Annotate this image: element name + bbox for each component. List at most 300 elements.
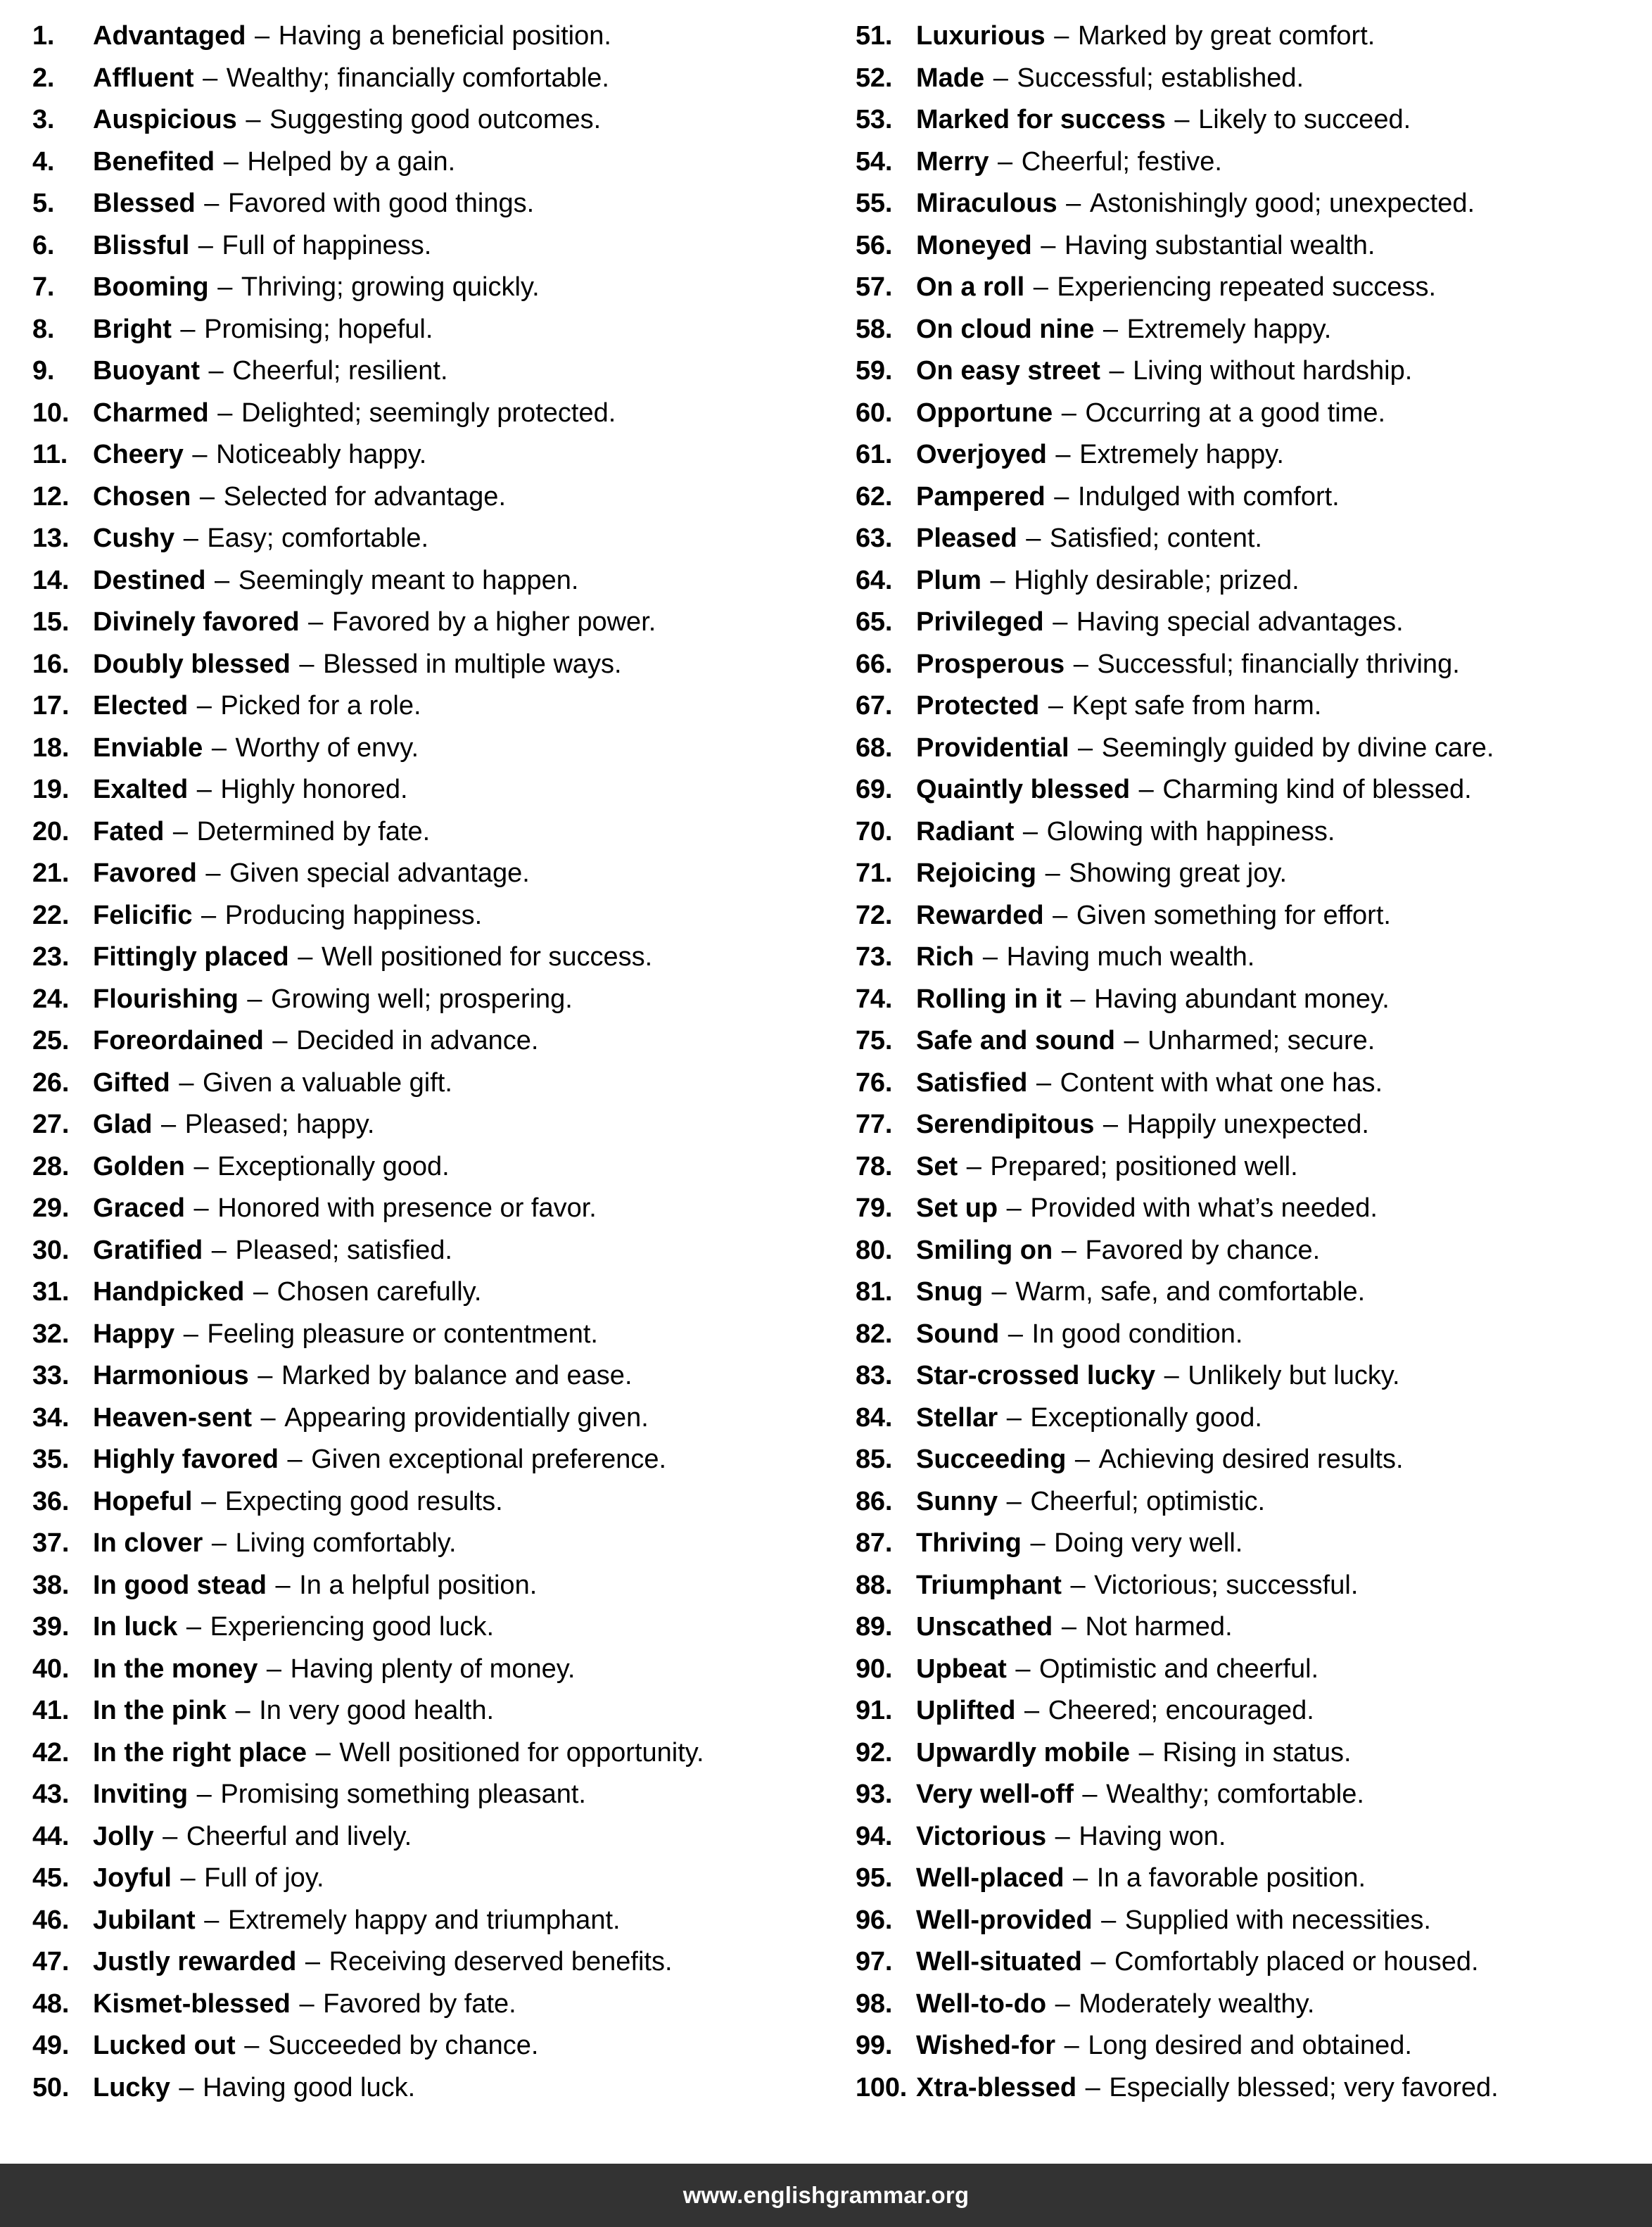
list-item-number: 86. bbox=[856, 1486, 893, 1516]
list-item-definition: Pleased; happy. bbox=[184, 1110, 375, 1139]
list-item bbox=[856, 1230, 1652, 1272]
list-item-number: 58. bbox=[856, 314, 893, 344]
list-item bbox=[856, 1146, 1652, 1188]
list-item-number: 71. bbox=[856, 858, 893, 888]
list-item bbox=[32, 1397, 826, 1440]
list-item-term: Made bbox=[916, 63, 985, 93]
list-item-dash: – bbox=[265, 1026, 296, 1055]
list-item-dash: – bbox=[1045, 607, 1075, 637]
list-item bbox=[856, 309, 1652, 351]
list-item-dash: – bbox=[1048, 440, 1079, 469]
list-item-term: Felicific bbox=[93, 900, 193, 930]
list-item-body bbox=[916, 1690, 1652, 1732]
list-item-definition: Seemingly meant to happen. bbox=[238, 565, 579, 595]
list-item-dash: – bbox=[193, 900, 224, 930]
list-item bbox=[32, 853, 826, 895]
list-item-number: 10. bbox=[32, 398, 70, 428]
list-item-number: 30. bbox=[32, 1235, 70, 1265]
list-item-term: Doubly blessed bbox=[93, 649, 291, 679]
list-item-definition: Achieving desired results. bbox=[1098, 1445, 1404, 1474]
list-item bbox=[32, 728, 826, 770]
list-item-body bbox=[916, 1941, 1652, 1984]
list-item-number: 53. bbox=[856, 105, 893, 134]
list-item-body bbox=[93, 1941, 826, 1984]
list-item-number: 66. bbox=[856, 649, 893, 679]
list-item bbox=[856, 979, 1652, 1021]
list-item-term: Auspicious bbox=[93, 105, 237, 134]
list-item-definition: Well positioned for opportunity. bbox=[339, 1737, 704, 1768]
list-item-definition: Having substantial wealth. bbox=[1064, 230, 1375, 260]
list-item-number: 14. bbox=[32, 565, 70, 595]
list-item-number: 26. bbox=[32, 1067, 70, 1098]
list-item-number: 90. bbox=[856, 1654, 893, 1684]
list-item-body bbox=[916, 1649, 1652, 1691]
list-item-definition: Extremely happy and triumphant. bbox=[227, 1905, 621, 1935]
list-item-dash: – bbox=[1093, 1905, 1124, 1935]
list-item-term: Heaven-sent bbox=[93, 1402, 252, 1433]
list-item-number: 96. bbox=[856, 1905, 893, 1935]
list-item-number: 91. bbox=[856, 1696, 893, 1725]
list-item-definition: Marked by balance and ease. bbox=[281, 1361, 633, 1390]
list-item bbox=[856, 728, 1652, 770]
list-item bbox=[32, 267, 826, 309]
list-item-dash: – bbox=[207, 565, 237, 595]
list-item bbox=[856, 1188, 1652, 1230]
list-item bbox=[856, 1774, 1652, 1816]
list-item-dash: – bbox=[1167, 105, 1197, 134]
list-item-number: 79. bbox=[856, 1193, 893, 1223]
list-item bbox=[32, 1188, 826, 1230]
list-item-body bbox=[93, 2025, 826, 2067]
list-item-number: 80. bbox=[856, 1235, 893, 1265]
list-item-definition: Satisfied; content. bbox=[1049, 524, 1262, 553]
list-item-body bbox=[916, 518, 1652, 560]
list-item-dash: – bbox=[1008, 1654, 1038, 1684]
list-item-dash: – bbox=[1038, 858, 1068, 888]
list-item bbox=[32, 1732, 826, 1775]
list-item-body bbox=[93, 728, 826, 770]
list-item-number: 35. bbox=[32, 1445, 70, 1474]
list-item-definition: Exceptionally good. bbox=[1030, 1402, 1262, 1433]
list-item-body bbox=[93, 895, 826, 937]
list-item-body bbox=[93, 58, 826, 100]
list-item bbox=[32, 58, 826, 100]
list-item-number: 25. bbox=[32, 1026, 70, 1055]
list-item-dash: – bbox=[246, 1277, 276, 1307]
list-item-term: In luck bbox=[93, 1612, 178, 1642]
list-item-definition: Extremely happy. bbox=[1126, 314, 1332, 344]
list-item-definition: Favored with good things. bbox=[228, 189, 535, 218]
list-item-body bbox=[916, 560, 1652, 602]
list-item bbox=[856, 350, 1652, 393]
list-item-body bbox=[916, 1523, 1652, 1565]
list-item-definition: Living comfortably. bbox=[235, 1528, 457, 1558]
list-item-number: 88. bbox=[856, 1570, 893, 1600]
list-item-body bbox=[916, 393, 1652, 435]
list-item-body bbox=[93, 1020, 826, 1062]
list-item bbox=[32, 225, 826, 267]
list-item bbox=[856, 1397, 1652, 1440]
list-item-dash: – bbox=[1070, 732, 1100, 763]
list-item bbox=[856, 1858, 1652, 1900]
list-item-number: 64. bbox=[856, 565, 893, 595]
list-item-number: 43. bbox=[32, 1779, 70, 1809]
list-item-body bbox=[93, 141, 826, 184]
list-item-body bbox=[93, 1900, 826, 1942]
list-item-term: On easy street bbox=[916, 356, 1100, 386]
list-item-number: 69. bbox=[856, 775, 893, 804]
list-item bbox=[856, 1439, 1652, 1481]
list-item-definition: Favored by chance. bbox=[1085, 1235, 1321, 1265]
list-item-dash: – bbox=[191, 230, 221, 260]
list-item-body bbox=[93, 602, 826, 644]
list-item-dash: – bbox=[172, 1863, 203, 1893]
list-item-body bbox=[93, 1606, 826, 1649]
list-item bbox=[856, 476, 1652, 519]
list-item-term: Kismet-blessed bbox=[93, 1988, 291, 2019]
list-item bbox=[32, 1314, 826, 1356]
list-item-body bbox=[93, 1355, 826, 1397]
list-item-definition: Having much wealth. bbox=[1006, 942, 1255, 972]
list-item-definition: Having special advantages. bbox=[1076, 607, 1404, 637]
list-item-term: Rolling in it bbox=[916, 984, 1062, 1014]
list-item-dash: – bbox=[1045, 900, 1075, 930]
list-item bbox=[32, 1941, 826, 1984]
list-item bbox=[856, 1941, 1652, 1984]
list-item-body bbox=[916, 1732, 1652, 1775]
list-item-term: Lucky bbox=[93, 2072, 170, 2102]
list-item-number: 54. bbox=[856, 146, 893, 177]
list-item-dash: – bbox=[1157, 1361, 1187, 1390]
list-item-body bbox=[916, 1271, 1652, 1314]
list-item-definition: Determined by fate. bbox=[196, 816, 431, 846]
list-item-definition: Growing well; prospering. bbox=[271, 984, 573, 1014]
list-item-dash: – bbox=[1078, 2072, 1108, 2102]
list-item-definition: Astonishingly good; unexpected. bbox=[1089, 189, 1475, 218]
list-item-body bbox=[916, 1188, 1652, 1230]
list-item-body bbox=[93, 937, 826, 979]
list-item-number: 47. bbox=[32, 1947, 70, 1977]
list-item-term: Destined bbox=[93, 565, 206, 595]
list-item-dash: – bbox=[308, 1737, 338, 1768]
list-item-term: Unscathed bbox=[916, 1612, 1053, 1642]
list-item bbox=[32, 15, 826, 58]
list-item-number: 19. bbox=[32, 775, 70, 804]
list-item-definition: Well positioned for success. bbox=[321, 942, 653, 972]
list-item-term: Lucked out bbox=[93, 2031, 236, 2060]
list-item-number: 62. bbox=[856, 481, 893, 512]
list-item-dash: – bbox=[1054, 398, 1084, 428]
list-item bbox=[856, 1606, 1652, 1649]
list-item-term: Divinely favored bbox=[93, 607, 300, 637]
list-item-number: 12. bbox=[32, 481, 70, 512]
list-item-body bbox=[916, 1816, 1652, 1858]
list-item-term: Safe and sound bbox=[916, 1026, 1115, 1055]
list-item-dash: – bbox=[1066, 649, 1096, 679]
list-item-number: 33. bbox=[32, 1361, 70, 1390]
list-item-body bbox=[916, 99, 1652, 141]
list-item-dash: – bbox=[300, 607, 331, 637]
list-item-dash: – bbox=[228, 1696, 258, 1725]
list-item-definition: Not harmed. bbox=[1085, 1612, 1233, 1642]
list-item-number: 1. bbox=[32, 21, 55, 51]
list-item-term: Merry bbox=[916, 146, 989, 177]
list-item bbox=[856, 1732, 1652, 1775]
list-item bbox=[856, 560, 1652, 602]
list-item-term: Blessed bbox=[93, 189, 196, 218]
list-item bbox=[856, 434, 1652, 476]
list-item-term: Sound bbox=[916, 1319, 1000, 1349]
list-item-body bbox=[916, 309, 1652, 351]
list-item-definition: Seemingly guided by divine care. bbox=[1101, 732, 1494, 763]
list-item-term: Luxurious bbox=[916, 21, 1046, 51]
list-item-body bbox=[93, 393, 826, 435]
list-item bbox=[856, 1314, 1652, 1356]
left-column bbox=[0, 0, 826, 2109]
list-item-term: Elected bbox=[93, 691, 189, 721]
list-item-term: Justly rewarded bbox=[93, 1947, 297, 1977]
list-item-body bbox=[93, 518, 826, 560]
list-item-body bbox=[93, 267, 826, 309]
list-item-definition: Full of happiness. bbox=[222, 230, 432, 260]
list-item-number: 29. bbox=[32, 1193, 70, 1223]
list-item-term: Star-crossed lucky bbox=[916, 1361, 1156, 1390]
list-item-definition: Content with what one has. bbox=[1060, 1067, 1383, 1098]
list-item-term: Affluent bbox=[93, 63, 194, 93]
list-item-definition: Living without hardship. bbox=[1133, 356, 1413, 386]
list-item-definition: Wealthy; financially comfortable. bbox=[226, 63, 609, 93]
list-item-definition: Feeling pleasure or contentment. bbox=[207, 1319, 598, 1349]
list-item-number: 72. bbox=[856, 900, 893, 930]
list-item-term: Enviable bbox=[93, 732, 203, 763]
list-item-number: 95. bbox=[856, 1863, 893, 1893]
list-item bbox=[32, 434, 826, 476]
list-item-body bbox=[93, 1439, 826, 1481]
list-item-dash: – bbox=[189, 691, 220, 721]
list-item bbox=[32, 560, 826, 602]
list-item-body bbox=[93, 1188, 826, 1230]
list-item bbox=[856, 1984, 1652, 2026]
list-item-number: 67. bbox=[856, 691, 893, 721]
list-item-number: 21. bbox=[32, 858, 70, 888]
list-item-dash: – bbox=[155, 1821, 185, 1851]
list-item-definition: Delighted; seemingly protected. bbox=[241, 398, 616, 428]
list-item-term: Well-provided bbox=[916, 1905, 1093, 1935]
list-item-body bbox=[916, 15, 1652, 58]
list-item-number: 38. bbox=[32, 1570, 70, 1600]
list-item-dash: – bbox=[153, 1110, 184, 1139]
list-item-number: 63. bbox=[856, 524, 893, 553]
list-item-dash: – bbox=[959, 1151, 989, 1181]
list-item-term: Favored bbox=[93, 858, 197, 888]
list-item-body bbox=[916, 1606, 1652, 1649]
list-item-number: 2. bbox=[32, 63, 55, 93]
list-item-definition: Given a valuable gift. bbox=[203, 1067, 452, 1098]
list-item bbox=[32, 602, 826, 644]
list-item-body bbox=[93, 1104, 826, 1146]
list-item-dash: – bbox=[1017, 1696, 1047, 1725]
list-item-term: Opportune bbox=[916, 398, 1053, 428]
list-item-dash: – bbox=[195, 63, 225, 93]
list-item-number: 65. bbox=[856, 607, 893, 637]
list-item-definition: Experiencing good luck. bbox=[210, 1612, 495, 1642]
list-item-number: 18. bbox=[32, 732, 70, 763]
list-item-term: Satisfied bbox=[916, 1067, 1028, 1098]
list-item-number: 97. bbox=[856, 1947, 893, 1977]
list-item-dash: – bbox=[279, 1445, 310, 1474]
list-item-definition: Easy; comfortable. bbox=[207, 524, 429, 553]
list-item bbox=[856, 1062, 1652, 1105]
list-item-body bbox=[93, 853, 826, 895]
list-item-definition: Supplied with necessities. bbox=[1124, 1905, 1431, 1935]
list-item bbox=[32, 1146, 826, 1188]
list-item-definition: Showing great joy. bbox=[1069, 858, 1288, 888]
list-item bbox=[32, 2067, 826, 2109]
list-item-number: 52. bbox=[856, 63, 893, 93]
list-item-definition: Pleased; satisfied. bbox=[235, 1235, 452, 1265]
website-url: www.englishgrammar.org bbox=[682, 2182, 970, 2208]
list-item-body bbox=[916, 979, 1652, 1021]
list-item-dash: – bbox=[1015, 816, 1046, 846]
list-item-term: Inviting bbox=[93, 1779, 189, 1809]
list-item-body bbox=[916, 1900, 1652, 1942]
list-item-number: 75. bbox=[856, 1026, 893, 1055]
list-item bbox=[32, 1230, 826, 1272]
list-item-term: Prosperous bbox=[916, 649, 1065, 679]
list-item-dash: – bbox=[1026, 272, 1056, 302]
list-item-definition: Charming kind of blessed. bbox=[1162, 775, 1472, 804]
list-item-body bbox=[916, 58, 1652, 100]
list-item-body bbox=[93, 183, 826, 225]
list-item-definition: Cheerful; optimistic. bbox=[1030, 1486, 1266, 1516]
list-item-definition: Happily unexpected. bbox=[1126, 1110, 1369, 1139]
list-item-term: In the pink bbox=[93, 1696, 227, 1725]
list-item-definition: Especially blessed; very favored. bbox=[1109, 2072, 1499, 2102]
list-item bbox=[856, 15, 1652, 58]
list-item-definition: Moderately wealthy. bbox=[1079, 1988, 1315, 2019]
list-item-term: Xtra-blessed bbox=[916, 2072, 1077, 2102]
list-item-term: Moneyed bbox=[916, 230, 1032, 260]
list-item-dash: – bbox=[204, 732, 234, 763]
list-item-body bbox=[93, 350, 826, 393]
list-item-body bbox=[916, 895, 1652, 937]
list-item bbox=[32, 1062, 826, 1105]
list-item-term: Succeeding bbox=[916, 1445, 1067, 1474]
list-item-term: Jubilant bbox=[93, 1905, 196, 1935]
list-item-dash: – bbox=[1048, 1988, 1078, 2019]
list-item-definition: Kept safe from harm. bbox=[1072, 691, 1322, 721]
list-item-number: 56. bbox=[856, 230, 893, 260]
list-item-dash: – bbox=[184, 440, 215, 469]
list-item-body bbox=[93, 560, 826, 602]
list-item bbox=[32, 99, 826, 141]
list-item-dash: – bbox=[189, 1779, 220, 1809]
list-item-definition: Highly desirable; prized. bbox=[1014, 565, 1300, 595]
list-item-definition: Noticeably happy. bbox=[216, 440, 427, 469]
list-item-definition: Unharmed; secure. bbox=[1148, 1026, 1375, 1055]
list-item bbox=[32, 518, 826, 560]
list-item bbox=[856, 225, 1652, 267]
list-item-number: 55. bbox=[856, 189, 893, 218]
list-item-term: On cloud nine bbox=[916, 314, 1095, 344]
list-item-dash: – bbox=[250, 1361, 280, 1390]
list-item-definition: Producing happiness. bbox=[224, 900, 483, 930]
list-item-dash: – bbox=[201, 356, 231, 386]
list-item bbox=[856, 602, 1652, 644]
list-item-dash: – bbox=[186, 1193, 217, 1223]
list-item-dash: – bbox=[165, 816, 196, 846]
word-list-right bbox=[856, 15, 1652, 2109]
list-item-term: Well-to-do bbox=[916, 1988, 1047, 2019]
list-item-body bbox=[93, 1690, 826, 1732]
list-item-definition: Given exceptional preference. bbox=[311, 1445, 667, 1474]
list-item-number: 24. bbox=[32, 984, 70, 1014]
list-item-definition: Extremely happy. bbox=[1079, 440, 1284, 469]
list-item bbox=[32, 644, 826, 686]
list-item-body bbox=[916, 434, 1652, 476]
list-item bbox=[32, 811, 826, 854]
list-item-term: Advantaged bbox=[93, 21, 246, 51]
list-item-body bbox=[916, 1439, 1652, 1481]
list-item bbox=[32, 979, 826, 1021]
list-item-term: Rewarded bbox=[916, 900, 1044, 930]
list-item-number: 83. bbox=[856, 1361, 893, 1390]
list-item-number: 44. bbox=[32, 1821, 70, 1851]
list-item-definition: Rising in status. bbox=[1162, 1737, 1352, 1768]
list-item bbox=[32, 1649, 826, 1691]
list-item-dash: – bbox=[236, 2031, 267, 2060]
list-item bbox=[856, 1649, 1652, 1691]
list-item-number: 59. bbox=[856, 356, 893, 386]
list-item bbox=[856, 183, 1652, 225]
list-item-term: Foreordained bbox=[93, 1026, 264, 1055]
list-item-term: Jolly bbox=[93, 1821, 154, 1851]
list-item-definition: Selected for advantage. bbox=[223, 481, 507, 512]
list-item-term: Handpicked bbox=[93, 1277, 245, 1307]
list-item-number: 42. bbox=[32, 1737, 70, 1768]
list-item-definition: Having won. bbox=[1079, 1821, 1226, 1851]
list-item bbox=[856, 937, 1652, 979]
list-item-definition: Having abundant money. bbox=[1094, 984, 1390, 1014]
list-item-number: 48. bbox=[32, 1988, 70, 2019]
list-item bbox=[856, 853, 1652, 895]
list-item-number: 27. bbox=[32, 1110, 70, 1139]
list-item-term: Miraculous bbox=[916, 189, 1057, 218]
list-item bbox=[32, 1020, 826, 1062]
word-list-left bbox=[32, 15, 826, 2109]
list-item-body bbox=[916, 1230, 1652, 1272]
list-item-term: Cheery bbox=[93, 440, 184, 469]
list-item-body bbox=[916, 2067, 1652, 2109]
list-item-number: 22. bbox=[32, 900, 70, 930]
list-item-dash: – bbox=[1065, 1863, 1095, 1893]
list-item-number: 76. bbox=[856, 1067, 893, 1098]
list-item-term: Sunny bbox=[916, 1486, 998, 1516]
list-item-definition: Unlikely but lucky. bbox=[1188, 1361, 1400, 1390]
list-item-definition: Picked for a role. bbox=[220, 691, 421, 721]
list-item-number: 49. bbox=[32, 2031, 70, 2060]
list-item bbox=[32, 1565, 826, 1607]
list-item-number: 57. bbox=[856, 272, 893, 302]
list-item-body bbox=[93, 1397, 826, 1440]
list-item bbox=[856, 1481, 1652, 1523]
list-item-dash: – bbox=[1022, 1528, 1053, 1558]
list-item-number: 16. bbox=[32, 649, 70, 679]
list-item-definition: Given special advantage. bbox=[229, 858, 530, 888]
list-item-number: 89. bbox=[856, 1612, 893, 1642]
list-item bbox=[856, 769, 1652, 811]
list-item-number: 39. bbox=[32, 1612, 70, 1642]
